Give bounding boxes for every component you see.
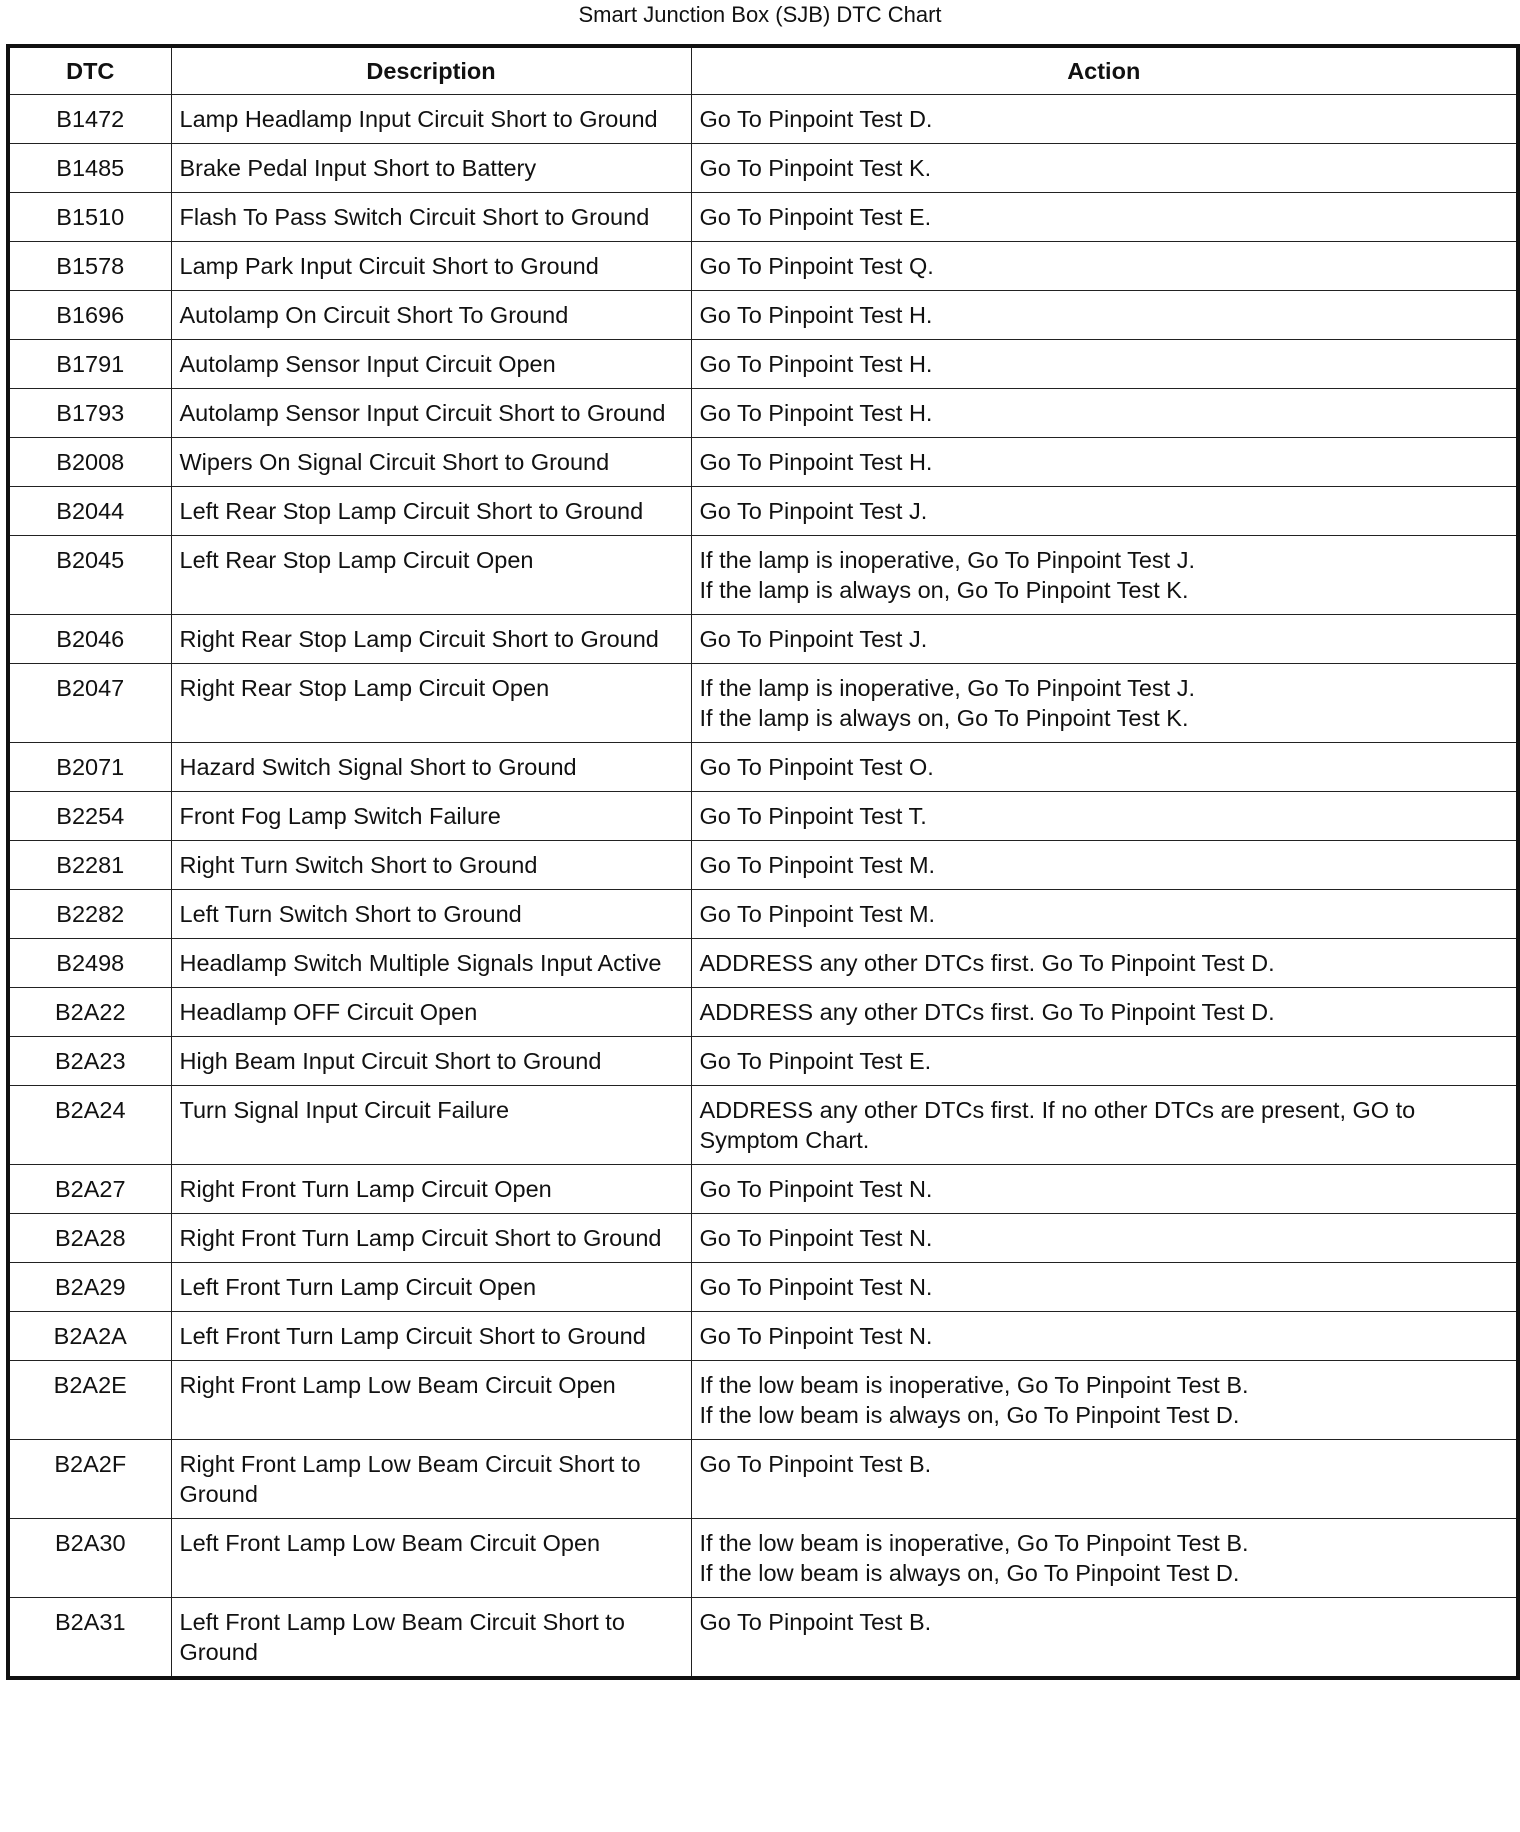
action-line: Go To Pinpoint Test O.	[699, 754, 934, 780]
action-line: Go To Pinpoint Test H.	[699, 351, 933, 377]
action-cell	[691, 1440, 1518, 1519]
table-row	[8, 487, 1518, 536]
dtc-code-cell: B2047	[8, 664, 171, 743]
action-line: If the low beam is always on, Go To Pinpoint Test D.	[699, 1402, 1240, 1428]
action-line: Go To Pinpoint Test N.	[699, 1323, 933, 1349]
action-line: Go To Pinpoint Test H.	[699, 400, 933, 426]
description-cell: Autolamp Sensor Input Circuit Short to Ground	[171, 389, 691, 438]
dtc-code-cell: B2A28	[8, 1214, 171, 1263]
column-header-description: Description	[171, 46, 691, 95]
table-row	[8, 792, 1518, 841]
table-row	[8, 193, 1518, 242]
action-line: ADDRESS any other DTCs first. If no other DTCs are present, GO to Symptom Chart.	[699, 1097, 1416, 1153]
description-cell: Left Front Lamp Low Beam Circuit Open	[171, 1519, 691, 1598]
action-line: Go To Pinpoint Test E.	[699, 1048, 932, 1074]
action-line: Go To Pinpoint Test H.	[699, 449, 933, 475]
table-row	[8, 743, 1518, 792]
action-line: Go To Pinpoint Test Q.	[699, 253, 934, 279]
action-line: Go To Pinpoint Test B.	[699, 1451, 932, 1477]
table-row	[8, 1361, 1518, 1440]
description-cell: Left Front Turn Lamp Circuit Short to Ground	[171, 1312, 691, 1361]
dtc-code-cell: B2281	[8, 841, 171, 890]
table-row	[8, 1440, 1518, 1519]
dtc-code-cell: B2045	[8, 536, 171, 615]
action-cell	[691, 291, 1518, 340]
action-cell	[691, 792, 1518, 841]
action-line: Go To Pinpoint Test T.	[699, 803, 927, 829]
dtc-code-cell: B2282	[8, 890, 171, 939]
table-row	[8, 615, 1518, 664]
action-line: If the lamp is always on, Go To Pinpoint Test K.	[699, 705, 1189, 731]
description-cell: Right Rear Stop Lamp Circuit Short to Ground	[171, 615, 691, 664]
action-line: If the low beam is inoperative, Go To Pinpoint Test B.	[699, 1372, 1249, 1398]
table-row	[8, 1214, 1518, 1263]
table-row	[8, 438, 1518, 487]
table-row	[8, 1598, 1518, 1679]
table-row	[8, 242, 1518, 291]
description-cell: Left Turn Switch Short to Ground	[171, 890, 691, 939]
dtc-code-cell: B2A27	[8, 1165, 171, 1214]
action-cell	[691, 1598, 1518, 1679]
table-row	[8, 536, 1518, 615]
description-cell: Lamp Park Input Circuit Short to Ground	[171, 242, 691, 291]
description-cell: Lamp Headlamp Input Circuit Short to Ground	[171, 95, 691, 144]
description-cell: Right Turn Switch Short to Ground	[171, 841, 691, 890]
action-cell	[691, 988, 1518, 1037]
dtc-code-cell: B2254	[8, 792, 171, 841]
action-cell	[691, 1165, 1518, 1214]
description-cell: Right Rear Stop Lamp Circuit Open	[171, 664, 691, 743]
action-line: Go To Pinpoint Test K.	[699, 155, 932, 181]
action-cell	[691, 438, 1518, 487]
description-cell: Right Front Turn Lamp Circuit Short to Ground	[171, 1214, 691, 1263]
action-line: Go To Pinpoint Test E.	[699, 204, 932, 230]
action-cell	[691, 939, 1518, 988]
action-cell	[691, 536, 1518, 615]
action-cell	[691, 487, 1518, 536]
table-row	[8, 890, 1518, 939]
description-cell: Headlamp Switch Multiple Signals Input Active	[171, 939, 691, 988]
dtc-code-cell: B2A2E	[8, 1361, 171, 1440]
action-cell	[691, 340, 1518, 389]
description-cell: Headlamp OFF Circuit Open	[171, 988, 691, 1037]
action-line: If the lamp is inoperative, Go To Pinpoint Test J.	[699, 547, 1196, 573]
table-row	[8, 291, 1518, 340]
action-line: ADDRESS any other DTCs first. Go To Pinpoint Test D.	[699, 950, 1275, 976]
dtc-code-cell: B2008	[8, 438, 171, 487]
dtc-code-cell: B2A31	[8, 1598, 171, 1679]
dtc-code-cell: B2A24	[8, 1086, 171, 1165]
table-row	[8, 144, 1518, 193]
description-cell: Brake Pedal Input Short to Battery	[171, 144, 691, 193]
action-line: If the lamp is always on, Go To Pinpoint Test K.	[699, 577, 1189, 603]
table-row	[8, 1263, 1518, 1312]
table-row	[8, 664, 1518, 743]
action-line: Go To Pinpoint Test B.	[699, 1609, 932, 1635]
action-line: ADDRESS any other DTCs first. Go To Pinpoint Test D.	[699, 999, 1275, 1025]
dtc-code-cell: B1696	[8, 291, 171, 340]
action-line: If the lamp is inoperative, Go To Pinpoint Test J.	[699, 675, 1196, 701]
dtc-code-cell: B1793	[8, 389, 171, 438]
page-title: Smart Junction Box (SJB) DTC Chart	[578, 2, 942, 27]
action-line: Go To Pinpoint Test J.	[699, 626, 928, 652]
description-cell: Left Front Lamp Low Beam Circuit Short to Ground	[171, 1598, 691, 1679]
dtc-code-cell: B2A30	[8, 1519, 171, 1598]
action-line: Go To Pinpoint Test D.	[699, 106, 933, 132]
dtc-code-cell: B1791	[8, 340, 171, 389]
dtc-code-cell: B2046	[8, 615, 171, 664]
description-cell: Left Rear Stop Lamp Circuit Open	[171, 536, 691, 615]
action-line: If the low beam is inoperative, Go To Pinpoint Test B.	[699, 1530, 1249, 1556]
table-row	[8, 939, 1518, 988]
action-cell	[691, 193, 1518, 242]
table-row	[8, 95, 1518, 144]
action-line: Go To Pinpoint Test H.	[699, 302, 933, 328]
description-cell: Hazard Switch Signal Short to Ground	[171, 743, 691, 792]
table-body	[8, 95, 1518, 1679]
action-cell	[691, 743, 1518, 792]
action-line: Go To Pinpoint Test N.	[699, 1176, 933, 1202]
dtc-code-cell: B1485	[8, 144, 171, 193]
dtc-code-cell: B2A2F	[8, 1440, 171, 1519]
table-row	[8, 1086, 1518, 1165]
action-cell	[691, 615, 1518, 664]
table-row	[8, 1037, 1518, 1086]
action-cell	[691, 1214, 1518, 1263]
action-cell	[691, 1263, 1518, 1312]
description-cell: Right Front Lamp Low Beam Circuit Open	[171, 1361, 691, 1440]
action-cell	[691, 1519, 1518, 1598]
dtc-code-cell: B2A29	[8, 1263, 171, 1312]
description-cell: Autolamp On Circuit Short To Ground	[171, 291, 691, 340]
action-line: Go To Pinpoint Test N.	[699, 1274, 933, 1300]
action-line: If the low beam is always on, Go To Pinpoint Test D.	[699, 1560, 1240, 1586]
column-header-dtc: DTC	[8, 46, 171, 95]
dtc-code-cell: B2A22	[8, 988, 171, 1037]
dtc-table	[6, 44, 1520, 1680]
column-header-action: Action	[691, 46, 1518, 95]
description-cell: Autolamp Sensor Input Circuit Open	[171, 340, 691, 389]
dtc-code-cell: B2071	[8, 743, 171, 792]
description-cell: High Beam Input Circuit Short to Ground	[171, 1037, 691, 1086]
description-cell: Right Front Turn Lamp Circuit Open	[171, 1165, 691, 1214]
description-cell: Left Rear Stop Lamp Circuit Short to Ground	[171, 487, 691, 536]
action-line: Go To Pinpoint Test N.	[699, 1225, 933, 1251]
description-cell: Turn Signal Input Circuit Failure	[171, 1086, 691, 1165]
action-line: Go To Pinpoint Test M.	[699, 852, 936, 878]
table-row	[8, 340, 1518, 389]
dtc-code-cell: B2044	[8, 487, 171, 536]
action-cell	[691, 389, 1518, 438]
description-cell: Left Front Turn Lamp Circuit Open	[171, 1263, 691, 1312]
action-cell	[691, 841, 1518, 890]
dtc-code-cell: B1578	[8, 242, 171, 291]
action-cell	[691, 890, 1518, 939]
action-cell	[691, 664, 1518, 743]
dtc-code-cell: B1510	[8, 193, 171, 242]
table-row	[8, 841, 1518, 890]
action-cell	[691, 242, 1518, 291]
action-cell	[691, 1361, 1518, 1440]
table-row	[8, 1312, 1518, 1361]
action-line: Go To Pinpoint Test J.	[699, 498, 928, 524]
table-header-row	[8, 46, 1518, 95]
table-row	[8, 988, 1518, 1037]
description-cell: Front Fog Lamp Switch Failure	[171, 792, 691, 841]
action-cell	[691, 1086, 1518, 1165]
dtc-code-cell: B1472	[8, 95, 171, 144]
action-cell	[691, 95, 1518, 144]
table-row	[8, 1519, 1518, 1598]
description-cell: Right Front Lamp Low Beam Circuit Short to Ground	[171, 1440, 691, 1519]
dtc-code-cell: B2498	[8, 939, 171, 988]
description-cell: Wipers On Signal Circuit Short to Ground	[171, 438, 691, 487]
dtc-code-cell: B2A23	[8, 1037, 171, 1086]
action-line: Go To Pinpoint Test M.	[699, 901, 936, 927]
action-cell	[691, 1312, 1518, 1361]
table-row	[8, 389, 1518, 438]
description-cell: Flash To Pass Switch Circuit Short to Ground	[171, 193, 691, 242]
action-cell	[691, 1037, 1518, 1086]
table-row	[8, 1165, 1518, 1214]
dtc-code-cell: B2A2A	[8, 1312, 171, 1361]
action-cell	[691, 144, 1518, 193]
